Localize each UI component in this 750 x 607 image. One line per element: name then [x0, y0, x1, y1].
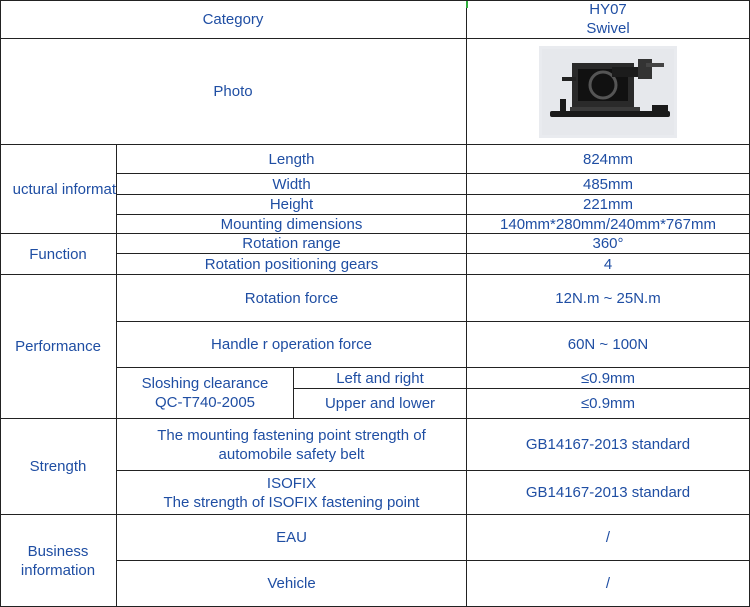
belt-strength-value-cell [467, 419, 750, 471]
rotation-force-label-cell [117, 275, 467, 322]
photo-label-cell [0, 39, 467, 145]
mounting-label: Mounting dimensions [220, 215, 363, 233]
vehicle-value: / [605, 575, 611, 592]
handle-force-value-cell [467, 322, 750, 368]
swivel-seat-base-photo-icon [539, 46, 677, 138]
length-label: Length [268, 150, 315, 168]
left-right-label: Left and right [336, 369, 424, 387]
category-label: Category [202, 10, 264, 28]
rotation-range-value: 360° [592, 235, 624, 252]
upper-lower-label: Upper and lower [324, 395, 436, 412]
positioning-gears-label: Rotation positioning gears [204, 255, 379, 273]
category-header-cell [0, 0, 467, 39]
mounting-label-cell [117, 215, 467, 234]
mounting-value: 140mm*280mm/240mm*767mm [500, 215, 716, 233]
vehicle-label: Vehicle [267, 575, 316, 592]
business-section-label-line1: Business [27, 542, 89, 560]
rotation-range-value-cell [467, 234, 750, 254]
mounting-value-cell [467, 215, 750, 234]
width-value-cell [467, 174, 750, 195]
isofix-strength-label-line2: The strength of ISOFIX fastening point [163, 493, 420, 511]
height-label-cell [117, 195, 467, 215]
isofix-strength-value-cell [467, 471, 750, 515]
handle-force-value: 60N ~ 100N [567, 336, 649, 353]
belt-strength-label-line1: The mounting fastening point strength of [157, 426, 426, 444]
height-value: 221mm [582, 196, 634, 213]
upper-lower-value-cell [467, 389, 750, 419]
isofix-strength-value: GB14167-2013 standard [525, 484, 691, 501]
strength-section-label: Strength [29, 458, 87, 475]
photo-cell [467, 39, 750, 145]
height-label: Height [269, 196, 314, 213]
eau-label: EAU [276, 529, 307, 546]
business-section-label-line2: information [20, 561, 96, 579]
width-value: 485mm [582, 175, 634, 193]
handle-force-label-cell [117, 322, 467, 368]
eau-label-cell [117, 515, 467, 561]
sloshing-label-cell [117, 368, 294, 419]
belt-strength-value: GB14167-2013 standard [525, 436, 691, 453]
sloshing-label-line2: QC-T740-2005 [154, 394, 256, 411]
swivel-base-drawing [542, 49, 674, 135]
isofix-strength-label-cell [117, 471, 467, 515]
model-name: HY07 [589, 1, 627, 18]
rotation-force-value-cell [467, 275, 750, 322]
model-header-cell [467, 0, 750, 39]
performance-section-cell [0, 275, 117, 419]
photo-label: Photo [213, 83, 253, 100]
model-type: Swivel [586, 20, 630, 37]
width-label-cell [117, 174, 467, 195]
positioning-gears-value: 4 [603, 255, 613, 273]
belt-strength-label-line2: automobile safety belt [218, 445, 365, 463]
height-value-cell [467, 195, 750, 215]
length-value: 824mm [582, 150, 634, 168]
function-section-cell [0, 234, 117, 275]
belt-strength-label-cell [117, 419, 467, 471]
rotation-force-value: 12N.m ~ 25N.m [555, 289, 661, 307]
positioning-gears-value-cell [467, 254, 750, 275]
vehicle-label-cell [117, 561, 467, 607]
business-section-cell [0, 515, 117, 607]
rotation-range-label-cell [117, 234, 467, 254]
upper-lower-label-cell [294, 389, 467, 419]
upper-lower-value: ≤0.9mm [580, 395, 636, 412]
structural-section-label: uctural informat [12, 180, 116, 198]
eau-value-cell [467, 515, 750, 561]
left-right-value: ≤0.9mm [580, 369, 636, 387]
performance-section-label: Performance [15, 338, 101, 355]
positioning-gears-label-cell [117, 254, 467, 275]
structural-section-cell [0, 145, 117, 234]
left-right-value-cell [467, 368, 750, 389]
rotation-range-label: Rotation range [242, 235, 341, 252]
sloshing-label-line1: Sloshing clearance [141, 375, 269, 392]
length-label-cell [117, 145, 467, 174]
length-value-cell [467, 145, 750, 174]
rotation-force-label: Rotation force [244, 289, 339, 307]
handle-force-label: Handle r operation force [211, 336, 372, 353]
eau-value: / [605, 529, 611, 546]
function-section-label: Function [29, 245, 87, 263]
strength-section-cell [0, 419, 117, 515]
width-label: Width [272, 175, 311, 193]
header-accent-line [466, 0, 468, 8]
isofix-strength-label-line1: ISOFIX [266, 474, 317, 492]
left-right-label-cell [294, 368, 467, 389]
vehicle-value-cell [467, 561, 750, 607]
